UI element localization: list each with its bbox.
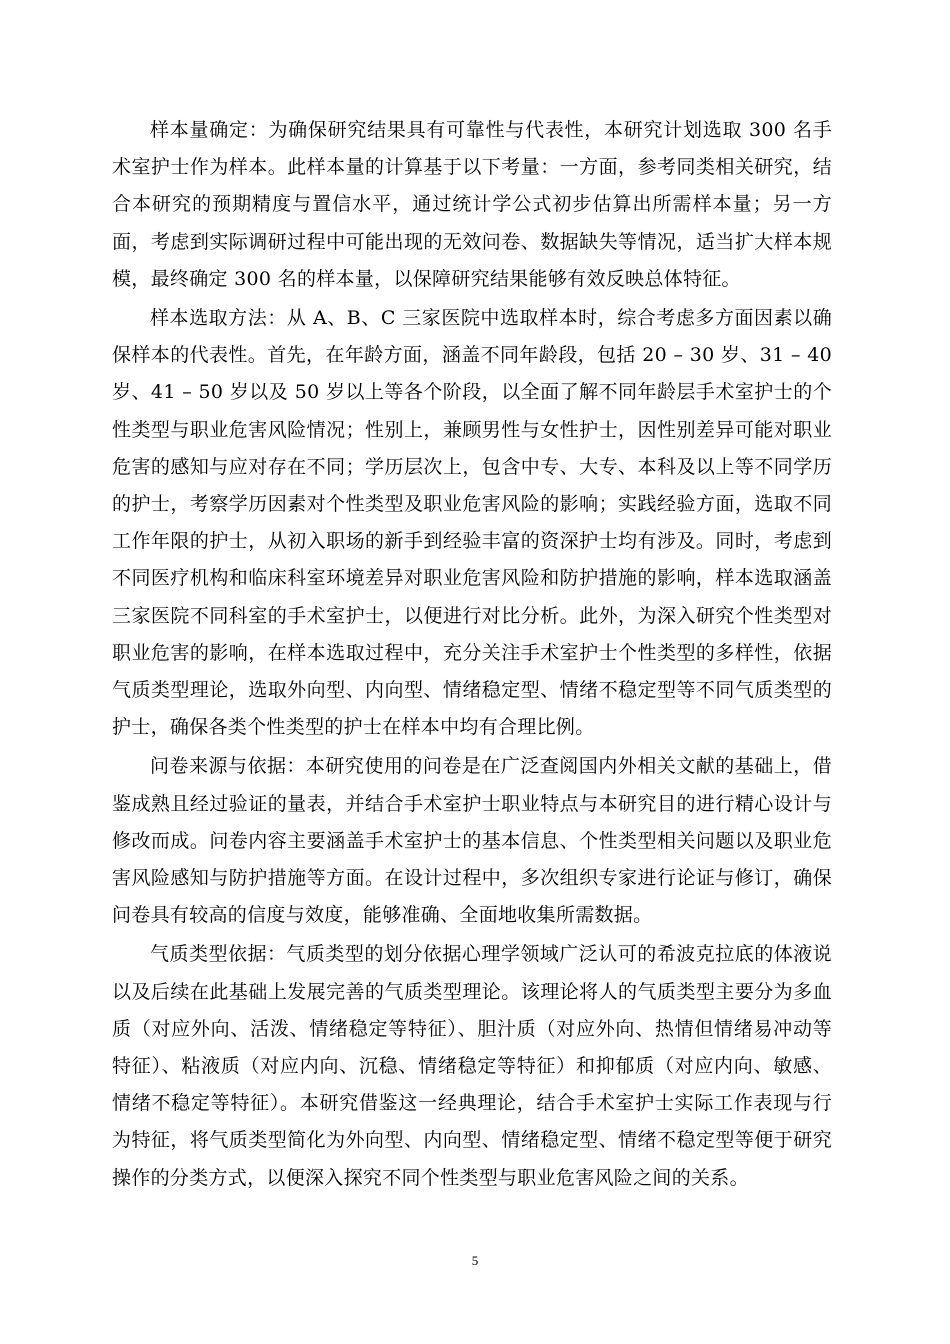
page-number: 5 bbox=[471, 1253, 479, 1268]
paragraph-sample-size: 样本量确定：为确保研究结果具有可靠性与代表性，本研究计划选取 300 名手术室护士作为样本。此样本量的计算基于以下考量：一方面，参考同类相关研究，结合本研究的预期精度与置信水平，通过统计学公式初步估算出所需样本量；另一方面，考虑到实际调研过程中可能出现的无效问卷、数据缺失等情况，适当扩大样本规模，最终确定 300 名的样本量，以保障研究结果能够有效反映总体特征。 bbox=[112, 119, 832, 290]
paragraph-temperament-basis: 气质类型依据：气质类型的划分依据心理学领域广泛认可的希波克拉底的体液说以及后续在此基础上发展完善的气质类型理论。该理论将人的气质类型主要分为多血质（对应外向、活泼、情绪稳定等特征）、胆汁质（对应外向、热情但情绪易冲动等特征）、粘液质（对应内向、沉稳、情绪稳定等特征）和抑郁质（对应内向、敏感、情绪不稳定等特征）。本研究借鉴这一经典理论，结合手术室护士实际工作表现与行为特征，将气质类型简化为外向型、内向型、情绪稳定型、情绪不稳定型等便于研究操作的分类方式，以便深入探究不同个性类型与职业危害风险之间的关系。 bbox=[112, 943, 832, 1189]
paragraph-sampling-method: 样本选取方法：从 A、B、C 三家医院中选取样本时，综合考虑多方面因素以确保样本的代表性。首先，在年龄方面，涵盖不同年龄段，包括 20 – 30 岁、31 – 40 岁、41 – 50 岁以及 50 岁以上等各个阶段，以全面了解不同年龄层手术室护士的个性类型与职业危害风险情况；性别上，兼顾男性与女性护士，因性别差异可能对职业危害的感知与应对存在不同；学历层次上，包含中专、大专、本科及以上等不同学历的护士，考察学历因素对个性类型及职业危害风险的影响；实践经验方面，选取不同工作年限的护士，从初入职场的新手到经验丰富的资深护士均有涉及。同时，考虑到不同医疗机构和临床科室环境差异对职业危害风险和防护措施的影响，样本选取涵盖三家医院不同科室的手术室护士，以便进行对比分析。此外，为深入研究个性类型对职业危害的影响，在样本选取过程中，充分关注手术室护士个性类型的多样性，依据气质类型理论，选取外向型、内向型、情绪稳定型、情绪不稳定型等不同气质类型的护士，确保各类个性类型的护士在样本中均有合理比例。 bbox=[112, 307, 832, 739]
document-body bbox=[112, 112, 832, 1199]
paragraph-questionnaire-source: 问卷来源与依据：本研究使用的问卷是在广泛查阅国内外相关文献的基础上，借鉴成熟且经过验证的量表，并结合手术室护士职业特点与本研究目的进行精心设计与修改而成。问卷内容主要涵盖手术室护士的基本信息、个性类型相关问题以及职业危害风险感知与防护措施等方面。在设计过程中，多次组织专家进行论证与修订，确保问卷具有较高的信度与效度，能够准确、全面地收集所需数据。 bbox=[112, 755, 832, 927]
